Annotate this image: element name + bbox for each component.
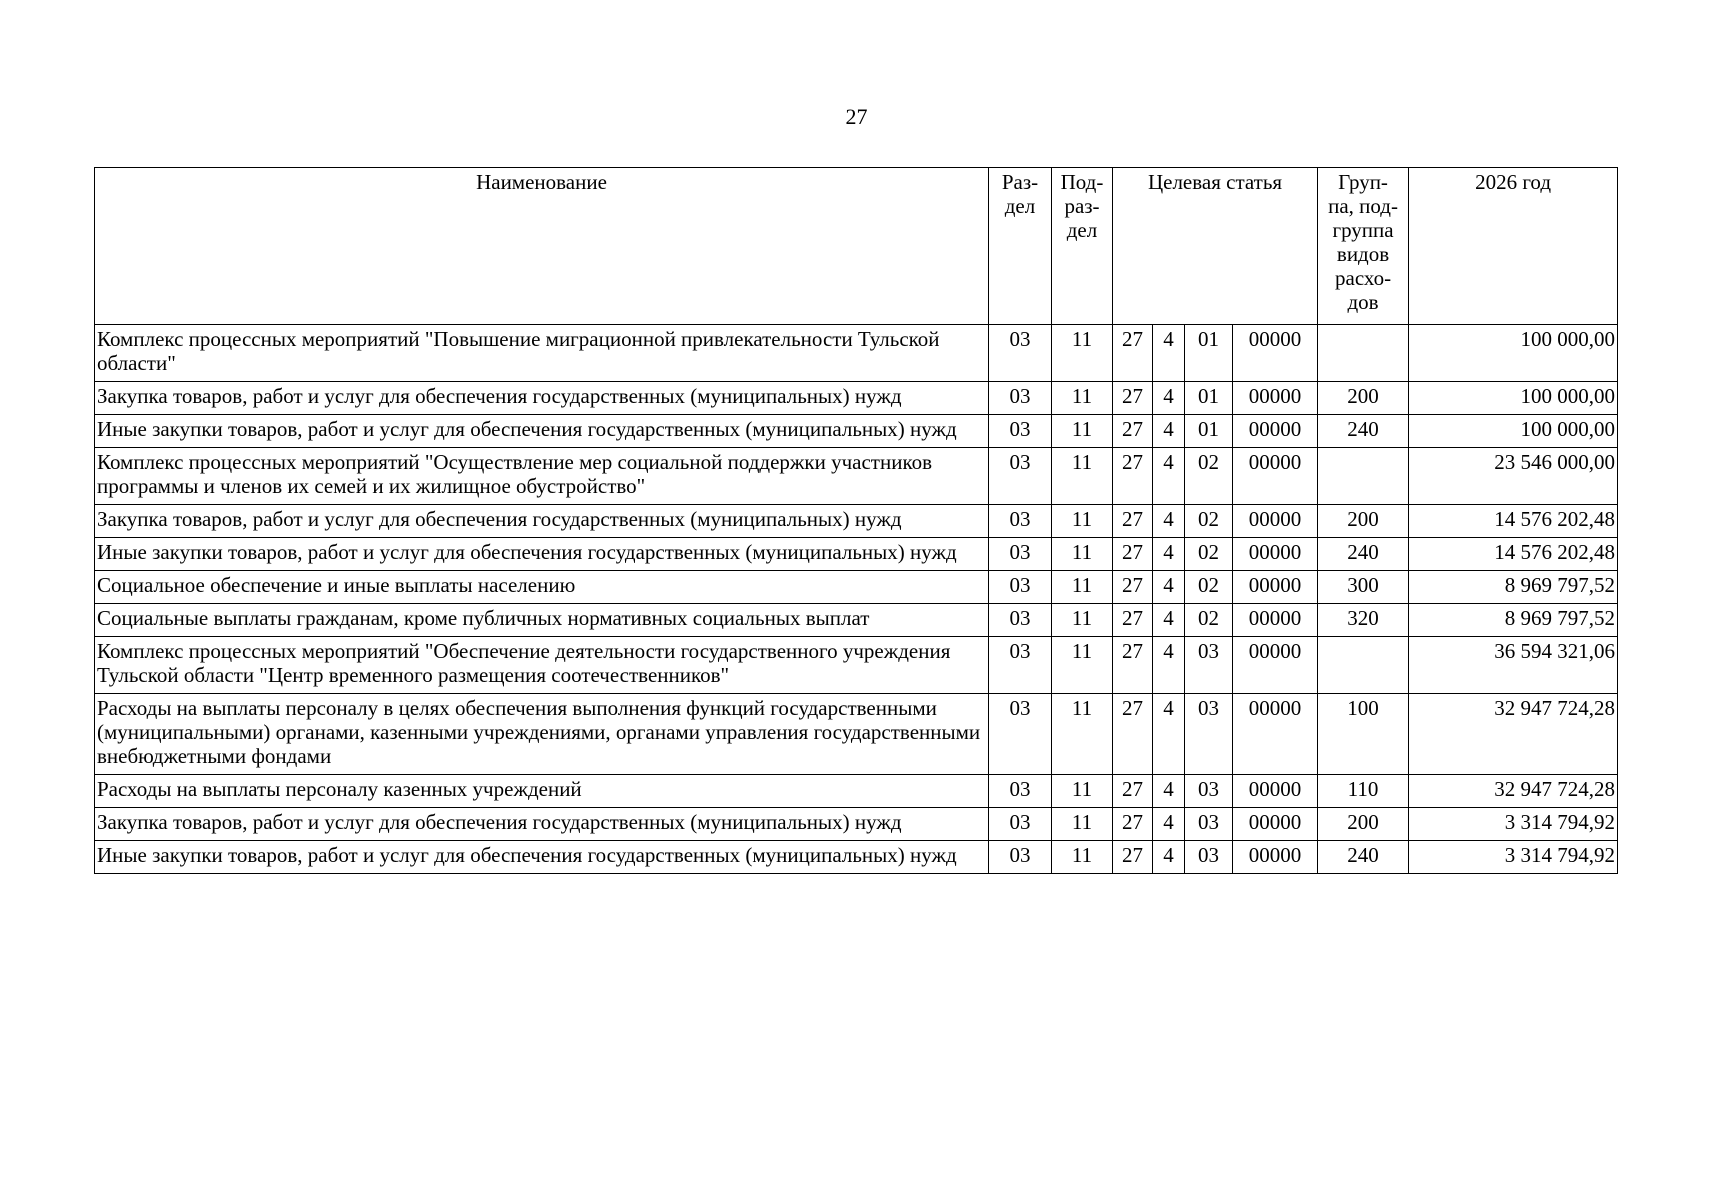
cell-target-type: 4 xyxy=(1153,604,1185,637)
cell-amount: 3 314 794,92 xyxy=(1409,841,1618,874)
cell-subsection: 11 xyxy=(1052,604,1113,637)
table-row xyxy=(95,325,1618,382)
header-subsection: Под- раз- дел xyxy=(1052,168,1113,325)
table-header-row xyxy=(95,168,1618,325)
cell-target-complex: 03 xyxy=(1185,775,1233,808)
cell-name: Социальное обеспечение и иные выплаты населению xyxy=(95,571,989,604)
cell-amount: 23 546 000,00 xyxy=(1409,448,1618,505)
cell-subsection: 11 xyxy=(1052,841,1113,874)
cell-target-complex: 02 xyxy=(1185,448,1233,505)
cell-target-direction: 00000 xyxy=(1233,808,1318,841)
cell-subsection: 11 xyxy=(1052,694,1113,775)
cell-target-complex: 02 xyxy=(1185,571,1233,604)
cell-target-program: 27 xyxy=(1113,448,1153,505)
table-row xyxy=(95,775,1618,808)
cell-subsection: 11 xyxy=(1052,382,1113,415)
cell-target-direction: 00000 xyxy=(1233,505,1318,538)
cell-target-type: 4 xyxy=(1153,841,1185,874)
cell-target-program: 27 xyxy=(1113,415,1153,448)
cell-target-direction: 00000 xyxy=(1233,571,1318,604)
cell-subsection: 11 xyxy=(1052,448,1113,505)
cell-section: 03 xyxy=(989,841,1052,874)
table-row xyxy=(95,637,1618,694)
cell-expense-group xyxy=(1318,637,1409,694)
cell-expense-group xyxy=(1318,448,1409,505)
cell-target-program: 27 xyxy=(1113,637,1153,694)
cell-target-program: 27 xyxy=(1113,694,1153,775)
cell-target-program: 27 xyxy=(1113,382,1153,415)
header-year: 2026 год xyxy=(1409,168,1618,325)
cell-expense-group: 240 xyxy=(1318,841,1409,874)
cell-expense-group: 200 xyxy=(1318,382,1409,415)
cell-target-direction: 00000 xyxy=(1233,637,1318,694)
cell-expense-group: 110 xyxy=(1318,775,1409,808)
cell-target-complex: 02 xyxy=(1185,538,1233,571)
cell-expense-group: 200 xyxy=(1318,505,1409,538)
cell-subsection: 11 xyxy=(1052,571,1113,604)
table-row xyxy=(95,415,1618,448)
table-row xyxy=(95,382,1618,415)
cell-name: Социальные выплаты гражданам, кроме публичных нормативных социальных выплат xyxy=(95,604,989,637)
table-row xyxy=(95,694,1618,775)
cell-expense-group: 320 xyxy=(1318,604,1409,637)
cell-target-complex: 01 xyxy=(1185,382,1233,415)
cell-target-direction: 00000 xyxy=(1233,841,1318,874)
cell-section: 03 xyxy=(989,505,1052,538)
cell-target-type: 4 xyxy=(1153,808,1185,841)
cell-section: 03 xyxy=(989,604,1052,637)
cell-target-type: 4 xyxy=(1153,538,1185,571)
header-section: Раз- дел xyxy=(989,168,1052,325)
cell-amount: 100 000,00 xyxy=(1409,382,1618,415)
cell-target-program: 27 xyxy=(1113,325,1153,382)
cell-target-program: 27 xyxy=(1113,505,1153,538)
cell-expense-group: 240 xyxy=(1318,415,1409,448)
cell-target-program: 27 xyxy=(1113,604,1153,637)
cell-target-complex: 03 xyxy=(1185,694,1233,775)
cell-name: Комплекс процессных мероприятий "Обеспечение деятельности государственного учреждения Тульской области "Центр временного размещения соотечественников" xyxy=(95,637,989,694)
cell-subsection: 11 xyxy=(1052,808,1113,841)
cell-target-complex: 02 xyxy=(1185,505,1233,538)
cell-name: Закупка товаров, работ и услуг для обеспечения государственных (муниципальных) нужд xyxy=(95,808,989,841)
header-name: Наименование xyxy=(95,168,989,325)
cell-name: Иные закупки товаров, работ и услуг для обеспечения государственных (муниципальных) нужд xyxy=(95,538,989,571)
cell-expense-group xyxy=(1318,325,1409,382)
table-row xyxy=(95,808,1618,841)
cell-target-program: 27 xyxy=(1113,841,1153,874)
cell-target-direction: 00000 xyxy=(1233,775,1318,808)
table-row xyxy=(95,571,1618,604)
cell-target-type: 4 xyxy=(1153,637,1185,694)
cell-amount: 32 947 724,28 xyxy=(1409,775,1618,808)
cell-amount: 100 000,00 xyxy=(1409,415,1618,448)
table-row xyxy=(95,505,1618,538)
cell-amount: 36 594 321,06 xyxy=(1409,637,1618,694)
cell-name: Закупка товаров, работ и услуг для обеспечения государственных (муниципальных) нужд xyxy=(95,382,989,415)
cell-target-type: 4 xyxy=(1153,571,1185,604)
cell-section: 03 xyxy=(989,775,1052,808)
cell-target-direction: 00000 xyxy=(1233,415,1318,448)
cell-subsection: 11 xyxy=(1052,775,1113,808)
cell-expense-group: 240 xyxy=(1318,538,1409,571)
cell-section: 03 xyxy=(989,637,1052,694)
cell-target-direction: 00000 xyxy=(1233,694,1318,775)
cell-target-type: 4 xyxy=(1153,415,1185,448)
cell-target-program: 27 xyxy=(1113,808,1153,841)
cell-name: Комплекс процессных мероприятий "Повышение миграционной привлекательности Тульской области" xyxy=(95,325,989,382)
cell-subsection: 11 xyxy=(1052,415,1113,448)
cell-target-program: 27 xyxy=(1113,538,1153,571)
cell-section: 03 xyxy=(989,448,1052,505)
table-row xyxy=(95,448,1618,505)
cell-target-complex: 01 xyxy=(1185,325,1233,382)
cell-target-complex: 03 xyxy=(1185,841,1233,874)
cell-name: Комплекс процессных мероприятий "Осуществление мер социальной поддержки участников программы и членов их семей и их жилищное обустройство" xyxy=(95,448,989,505)
cell-section: 03 xyxy=(989,808,1052,841)
cell-name: Расходы на выплаты персоналу казенных учреждений xyxy=(95,775,989,808)
cell-amount: 32 947 724,28 xyxy=(1409,694,1618,775)
cell-target-type: 4 xyxy=(1153,325,1185,382)
cell-amount: 14 576 202,48 xyxy=(1409,505,1618,538)
table-row xyxy=(95,841,1618,874)
table-row xyxy=(95,538,1618,571)
cell-amount: 100 000,00 xyxy=(1409,325,1618,382)
cell-section: 03 xyxy=(989,571,1052,604)
cell-target-complex: 02 xyxy=(1185,604,1233,637)
cell-amount: 14 576 202,48 xyxy=(1409,538,1618,571)
cell-name: Закупка товаров, работ и услуг для обеспечения государственных (муниципальных) нужд xyxy=(95,505,989,538)
cell-amount: 3 314 794,92 xyxy=(1409,808,1618,841)
cell-target-type: 4 xyxy=(1153,775,1185,808)
cell-subsection: 11 xyxy=(1052,505,1113,538)
cell-target-type: 4 xyxy=(1153,448,1185,505)
cell-expense-group: 300 xyxy=(1318,571,1409,604)
cell-section: 03 xyxy=(989,415,1052,448)
cell-target-complex: 01 xyxy=(1185,415,1233,448)
cell-subsection: 11 xyxy=(1052,637,1113,694)
cell-expense-group: 200 xyxy=(1318,808,1409,841)
cell-subsection: 11 xyxy=(1052,538,1113,571)
cell-target-direction: 00000 xyxy=(1233,448,1318,505)
cell-target-type: 4 xyxy=(1153,694,1185,775)
cell-target-direction: 00000 xyxy=(1233,325,1318,382)
cell-target-type: 4 xyxy=(1153,382,1185,415)
cell-expense-group: 100 xyxy=(1318,694,1409,775)
cell-target-type: 4 xyxy=(1153,505,1185,538)
header-expense-group: Груп- па, под- группа видов расхо- дов xyxy=(1318,168,1409,325)
header-target-article: Целевая статья xyxy=(1113,168,1318,325)
cell-target-direction: 00000 xyxy=(1233,538,1318,571)
page-number: 27 xyxy=(845,104,868,129)
cell-target-direction: 00000 xyxy=(1233,604,1318,637)
table-row xyxy=(95,604,1618,637)
cell-name: Иные закупки товаров, работ и услуг для обеспечения государственных (муниципальных) нужд xyxy=(95,841,989,874)
cell-section: 03 xyxy=(989,538,1052,571)
cell-name: Иные закупки товаров, работ и услуг для обеспечения государственных (муниципальных) нужд xyxy=(95,415,989,448)
cell-target-direction: 00000 xyxy=(1233,382,1318,415)
cell-name: Расходы на выплаты персоналу в целях обеспечения выполнения функций государственными (муниципальными) органами, казенными учреждениями, органами управления государственными внебюджетными фондами xyxy=(95,694,989,775)
cell-section: 03 xyxy=(989,325,1052,382)
cell-amount: 8 969 797,52 xyxy=(1409,571,1618,604)
budget-table xyxy=(94,167,1618,874)
cell-target-program: 27 xyxy=(1113,571,1153,604)
cell-target-complex: 03 xyxy=(1185,808,1233,841)
cell-subsection: 11 xyxy=(1052,325,1113,382)
cell-target-program: 27 xyxy=(1113,775,1153,808)
cell-target-complex: 03 xyxy=(1185,637,1233,694)
cell-section: 03 xyxy=(989,382,1052,415)
cell-amount: 8 969 797,52 xyxy=(1409,604,1618,637)
cell-section: 03 xyxy=(989,694,1052,775)
table-body xyxy=(95,325,1618,874)
